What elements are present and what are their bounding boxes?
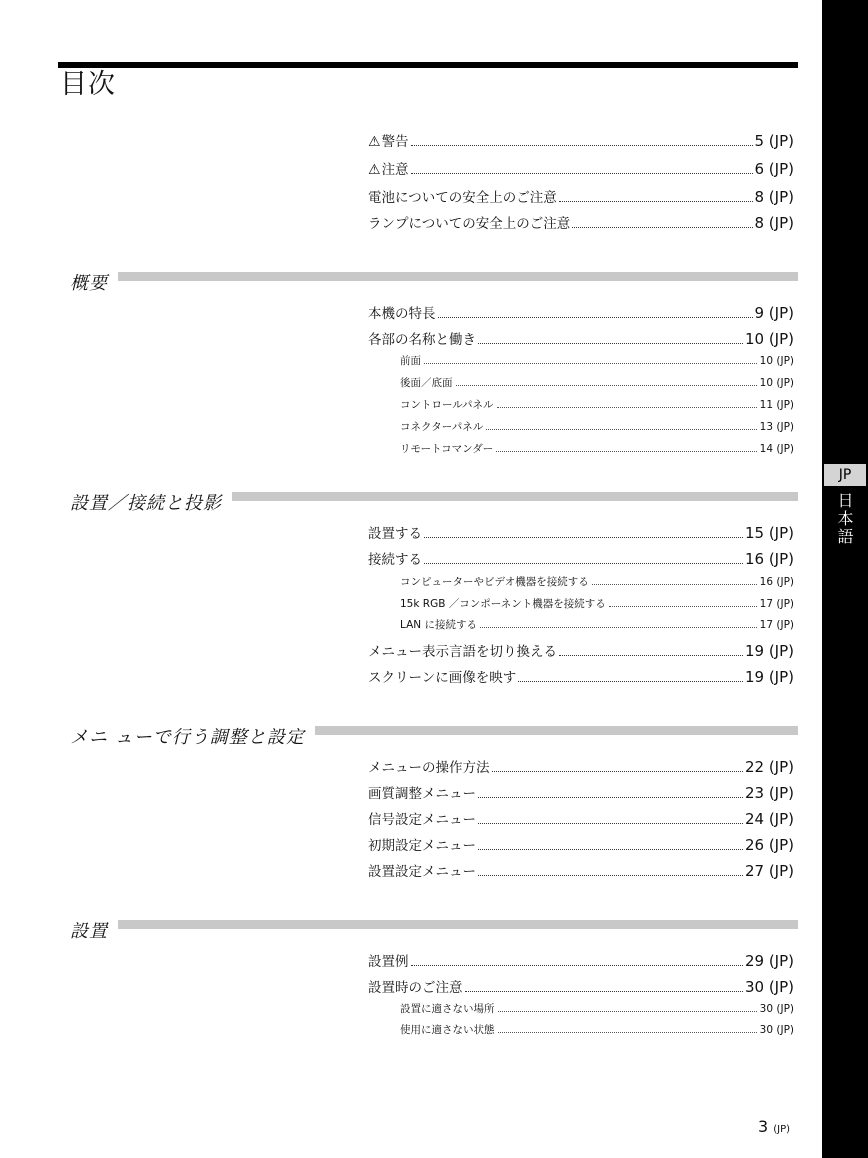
toc-entry-label: 各部の名称と働き	[368, 332, 476, 348]
toc-entry-label: 電池についての安全上のご注意	[368, 190, 557, 206]
leader-dots	[478, 849, 743, 850]
toc-entry[interactable]	[368, 976, 794, 999]
toc-entry-label: 初期設定メニュー	[368, 838, 476, 854]
language-sidebar	[822, 0, 868, 1158]
toc-page: 11 (JP)	[759, 399, 794, 411]
toc-entry-label: 信号設定メニュー	[368, 812, 476, 828]
leader-dots	[498, 1032, 757, 1033]
leader-dots	[411, 965, 743, 966]
toc-entry[interactable]	[368, 522, 794, 545]
toc-page: 15 (JP)	[744, 524, 794, 542]
toc-entry-label: ランプについての安全上のご注意	[368, 216, 571, 232]
leader-dots	[424, 563, 743, 564]
leader-dots	[438, 317, 753, 318]
toc-page: 30 (JP)	[744, 978, 794, 996]
toc-page: 24 (JP)	[744, 810, 794, 828]
leader-dots	[478, 797, 743, 798]
toc-page: 30 (JP)	[759, 1024, 794, 1036]
leader-dots	[478, 875, 743, 876]
leader-dots	[424, 537, 743, 538]
toc-page: 22 (JP)	[744, 758, 794, 776]
warning-icon: ⚠	[368, 162, 381, 178]
leader-dots	[480, 627, 757, 628]
leader-dots	[465, 991, 743, 992]
section-rule	[58, 272, 798, 281]
toc-entry-label: 画質調整メニュー	[368, 786, 476, 802]
toc-subentry[interactable]	[400, 595, 794, 613]
toc-page: 10 (JP)	[744, 330, 794, 348]
toc-entry[interactable]	[368, 328, 794, 351]
section-rule	[58, 920, 798, 929]
toc-subentry[interactable]	[400, 374, 794, 392]
title-rule	[58, 62, 798, 68]
toc-entry-label: ⚠警告	[368, 131, 409, 153]
toc-entry-label: 設置例	[368, 954, 409, 970]
toc-subentry[interactable]	[400, 616, 794, 634]
toc-page: 26 (JP)	[744, 836, 794, 854]
toc-page: 13 (JP)	[759, 421, 794, 433]
toc-entry[interactable]	[368, 756, 794, 779]
toc-entry[interactable]	[368, 808, 794, 831]
toc-page: 29 (JP)	[744, 952, 794, 970]
toc-entry[interactable]	[368, 186, 794, 209]
section-title: 設置／接続と投影	[58, 492, 232, 516]
toc-subentry[interactable]	[400, 352, 794, 370]
page-title: 目次	[60, 69, 116, 100]
leader-dots	[498, 1011, 757, 1012]
toc-subentry-label: 後面／底面	[400, 377, 453, 389]
toc-page: 8 (JP)	[754, 188, 794, 206]
toc-entry-label: 本機の特長	[368, 306, 436, 322]
leader-dots	[559, 655, 743, 656]
toc-entry-label: スクリーンに画像を映す	[368, 670, 517, 686]
toc-subentry-label: コンピューターやビデオ機器を接続する	[400, 576, 589, 588]
leader-dots	[496, 451, 756, 452]
section-title: メニ ューで行う調整と設定	[58, 726, 315, 750]
leader-dots	[456, 385, 757, 386]
page-number-suffix: (JP)	[773, 1124, 791, 1135]
toc-subentry-label: 設置に適さない場所	[400, 1003, 495, 1015]
toc-entry[interactable]	[368, 302, 794, 325]
toc-subentry[interactable]	[400, 573, 794, 591]
leader-dots	[424, 363, 757, 364]
toc-page: 16 (JP)	[759, 576, 794, 588]
toc-entry-label: メニューの操作方法	[368, 760, 490, 776]
leader-dots	[497, 407, 757, 408]
toc-subentry-label: コネクターパネル	[400, 421, 484, 433]
leader-dots	[411, 145, 753, 146]
toc-subentry[interactable]	[400, 396, 794, 414]
toc-subentry-label: 使用に適さない状態	[400, 1024, 495, 1036]
toc-entry-warning[interactable]	[368, 130, 794, 153]
toc-subentry-label: コントロールパネル	[400, 399, 494, 411]
toc-entry-label: メニュー表示言語を切り換える	[368, 644, 557, 660]
toc-subentry-label: 前面	[400, 355, 421, 367]
page-number-value: 3	[758, 1117, 769, 1136]
leader-dots	[478, 823, 743, 824]
leader-dots	[478, 343, 743, 344]
toc-page: 17 (JP)	[759, 598, 794, 610]
leader-dots	[609, 606, 757, 607]
leader-dots	[486, 429, 756, 430]
toc-page: 16 (JP)	[744, 550, 794, 568]
toc-subentry-label: 15k RGB ／コンポーネント機器を接続する	[400, 598, 606, 610]
toc-page: 30 (JP)	[759, 1003, 794, 1015]
toc-entry[interactable]	[368, 782, 794, 805]
section-title: 設置	[58, 920, 118, 944]
toc-page: 10 (JP)	[759, 355, 794, 367]
toc-page: 23 (JP)	[744, 784, 794, 802]
toc-page: 17 (JP)	[759, 619, 794, 631]
toc-subentry[interactable]	[400, 440, 794, 458]
toc-entry[interactable]	[368, 860, 794, 883]
toc-entry[interactable]	[368, 640, 794, 663]
toc-entry-label: 設置する	[368, 526, 422, 542]
section-title: 概要	[58, 272, 118, 296]
warning-icon: ⚠	[368, 134, 381, 150]
language-tab-label: JP	[824, 464, 866, 486]
toc-page: 6 (JP)	[754, 160, 794, 178]
toc-page: 27 (JP)	[744, 862, 794, 880]
leader-dots	[518, 681, 743, 682]
toc-entry[interactable]	[368, 666, 794, 689]
toc-entry[interactable]	[368, 548, 794, 571]
toc-page: 5 (JP)	[754, 132, 794, 150]
toc-page: 19 (JP)	[744, 668, 794, 686]
language-tab-vertical: 日本語	[835, 492, 854, 546]
toc-entry[interactable]	[368, 212, 794, 235]
leader-dots	[572, 227, 752, 228]
toc-page: 8 (JP)	[754, 214, 794, 232]
leader-dots	[592, 584, 757, 585]
leader-dots	[411, 173, 753, 174]
toc-entry-label: ⚠注意	[368, 159, 409, 181]
toc-subentry[interactable]	[400, 1000, 794, 1018]
toc-subentry-label: LAN に接続する	[400, 619, 477, 631]
toc-entry-label: 接続する	[368, 552, 422, 568]
toc-page: 19 (JP)	[744, 642, 794, 660]
toc-entry[interactable]	[368, 950, 794, 973]
toc-entry-label: 設置時のご注意	[368, 980, 463, 996]
toc-page: 9 (JP)	[754, 304, 794, 322]
toc-subentry-label: リモートコマンダー	[400, 443, 494, 455]
page-number	[758, 1116, 790, 1141]
toc-entry-caution[interactable]	[368, 158, 794, 181]
toc-page: 10 (JP)	[759, 377, 794, 389]
toc-subentry[interactable]	[400, 418, 794, 436]
toc-page: 14 (JP)	[759, 443, 794, 455]
leader-dots	[559, 201, 753, 202]
toc-subentry[interactable]	[400, 1021, 794, 1039]
toc-entry-label: 設置設定メニュー	[368, 864, 476, 880]
toc-entry[interactable]	[368, 834, 794, 857]
leader-dots	[492, 771, 743, 772]
